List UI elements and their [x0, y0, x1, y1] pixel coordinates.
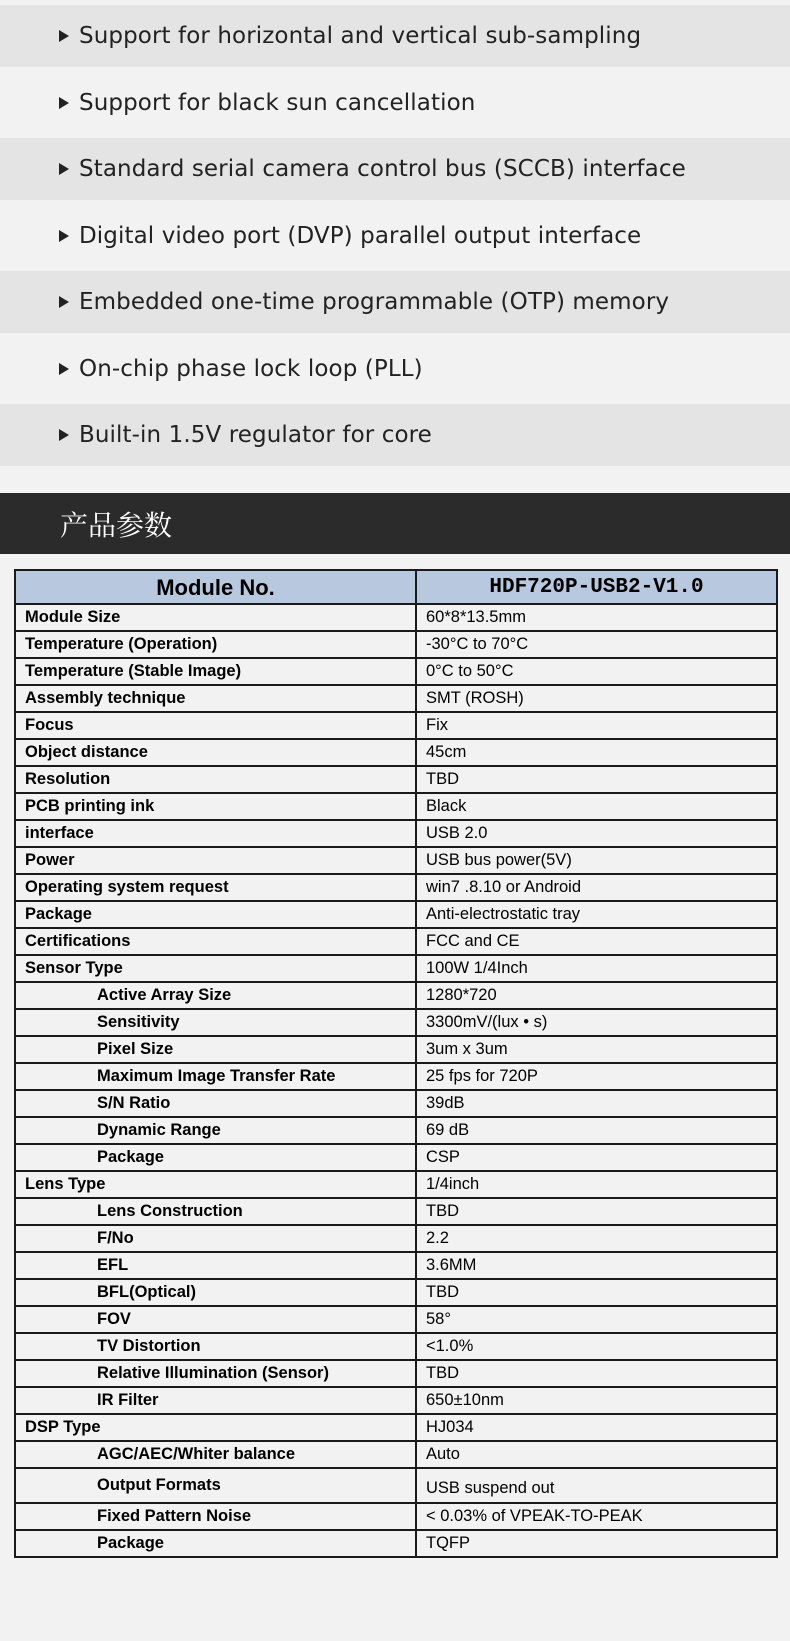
feature-item — [0, 338, 790, 400]
spec-key: Lens Construction — [15, 1198, 416, 1225]
table-row — [15, 631, 777, 658]
spec-value: -30°C to 70°C — [416, 631, 777, 658]
spec-key: Temperature (Stable Image) — [15, 658, 416, 685]
spec-key: Operating system request — [15, 874, 416, 901]
feature-item — [0, 5, 790, 67]
table-row — [15, 1171, 777, 1198]
feature-text: Support for horizontal and vertical sub-sampling — [79, 23, 642, 49]
spec-value: 100W 1/4Inch — [416, 955, 777, 982]
table-row — [15, 1090, 777, 1117]
table-row — [15, 928, 777, 955]
table-row — [15, 1414, 777, 1441]
table-row — [15, 712, 777, 739]
spec-key: Module Size — [15, 604, 416, 631]
spec-key: Sensitivity — [15, 1009, 416, 1036]
spec-value: Black — [416, 793, 777, 820]
section-header — [0, 493, 790, 554]
spec-value: HJ034 — [416, 1414, 777, 1441]
feature-text: Support for black sun cancellation — [79, 89, 476, 116]
table-row — [15, 793, 777, 820]
spec-value: < 0.03% of VPEAK-TO-PEAK — [416, 1503, 777, 1530]
spec-value: 2.2 — [416, 1225, 777, 1252]
spec-value: 650±10nm — [416, 1387, 777, 1414]
section-title: 产品参数 — [60, 508, 173, 542]
spec-key: Certifications — [15, 928, 416, 955]
table-row — [15, 1279, 777, 1306]
spec-value: TBD — [416, 766, 777, 793]
spec-key: Fixed Pattern Noise — [15, 1503, 416, 1530]
spec-value: USB suspend out — [416, 1468, 777, 1503]
spec-key: Lens Type — [15, 1171, 416, 1198]
table-row — [15, 955, 777, 982]
table-row — [15, 1063, 777, 1090]
table-row — [15, 874, 777, 901]
spec-key: Package — [15, 901, 416, 928]
spec-value: 1280*720 — [416, 982, 777, 1009]
table-row — [15, 685, 777, 712]
spec-value: Anti-electrostatic tray — [416, 901, 777, 928]
table-row — [15, 1198, 777, 1225]
feature-text: On-chip phase lock loop (PLL) — [79, 355, 423, 382]
feature-text: Built-in 1.5V regulator for core — [79, 422, 432, 448]
table-row — [15, 1225, 777, 1252]
table-row — [15, 1036, 777, 1063]
table-row — [15, 1306, 777, 1333]
spec-key: Sensor Type — [15, 955, 416, 982]
spec-key: Output Formats — [15, 1468, 416, 1503]
table-row — [15, 1503, 777, 1530]
spec-key: Resolution — [15, 766, 416, 793]
spec-key: Active Array Size — [15, 982, 416, 1009]
spec-value: USB bus power(5V) — [416, 847, 777, 874]
spec-key: interface — [15, 820, 416, 847]
spec-value: 69 dB — [416, 1117, 777, 1144]
spec-key: Maximum Image Transfer Rate — [15, 1063, 416, 1090]
spec-key: Object distance — [15, 739, 416, 766]
spec-value: <1.0% — [416, 1333, 777, 1360]
table-row — [15, 847, 777, 874]
table-row — [15, 604, 777, 631]
table-row — [15, 1252, 777, 1279]
spec-value: 1/4inch — [416, 1171, 777, 1198]
table-row — [15, 1468, 777, 1503]
spec-key: EFL — [15, 1252, 416, 1279]
bullet-triangle-icon — [59, 163, 69, 175]
spec-key: PCB printing ink — [15, 793, 416, 820]
spec-key: FOV — [15, 1306, 416, 1333]
feature-text: Standard serial camera control bus (SCCB) interface — [79, 156, 686, 182]
feature-item — [0, 404, 790, 466]
spec-value: USB 2.0 — [416, 820, 777, 847]
spec-value: FCC and CE — [416, 928, 777, 955]
table-row — [15, 901, 777, 928]
table-row — [15, 1530, 777, 1557]
table-row — [15, 1360, 777, 1387]
spec-value: TBD — [416, 1198, 777, 1225]
feature-item — [0, 271, 790, 333]
spec-key: Package — [15, 1144, 416, 1171]
table-row — [15, 766, 777, 793]
spec-key: IR Filter — [15, 1387, 416, 1414]
bullet-triangle-icon — [59, 97, 69, 109]
spec-value: 25 fps for 720P — [416, 1063, 777, 1090]
bullet-triangle-icon — [59, 429, 69, 441]
spec-key: TV Distortion — [15, 1333, 416, 1360]
table-row — [15, 1441, 777, 1468]
spec-key: Power — [15, 847, 416, 874]
table-row — [15, 1387, 777, 1414]
spec-value: 60*8*13.5mm — [416, 604, 777, 631]
table-row — [15, 658, 777, 685]
spec-value: 45cm — [416, 739, 777, 766]
spec-value: Fix — [416, 712, 777, 739]
feature-item — [0, 72, 790, 134]
table-row — [15, 1144, 777, 1171]
spec-value: TQFP — [416, 1530, 777, 1557]
spec-table — [14, 569, 778, 1558]
spec-value: TBD — [416, 1360, 777, 1387]
bullet-triangle-icon — [59, 296, 69, 308]
spec-value: 39dB — [416, 1090, 777, 1117]
table-row — [15, 982, 777, 1009]
spec-value: CSP — [416, 1144, 777, 1171]
table-row — [15, 820, 777, 847]
spec-value: 3300mV/(lux • s) — [416, 1009, 777, 1036]
bullet-triangle-icon — [59, 230, 69, 242]
bullet-triangle-icon — [59, 363, 69, 375]
spec-value: SMT (ROSH) — [416, 685, 777, 712]
spec-key: Relative Illumination (Sensor) — [15, 1360, 416, 1387]
spec-key: AGC/AEC/Whiter balance — [15, 1441, 416, 1468]
spec-value: TBD — [416, 1279, 777, 1306]
spec-value: 58° — [416, 1306, 777, 1333]
spec-key: Package — [15, 1530, 416, 1557]
spec-key: Temperature (Operation) — [15, 631, 416, 658]
header-key: Module No. — [15, 570, 416, 604]
feature-text: Digital video port (DVP) parallel output interface — [79, 222, 642, 249]
spec-value: 3.6MM — [416, 1252, 777, 1279]
spec-key: Focus — [15, 712, 416, 739]
spec-value: 3um x 3um — [416, 1036, 777, 1063]
spec-value: 0°C to 50°C — [416, 658, 777, 685]
bullet-triangle-icon — [59, 30, 69, 42]
spec-key: Assembly technique — [15, 685, 416, 712]
spec-value: Auto — [416, 1441, 777, 1468]
spec-key: DSP Type — [15, 1414, 416, 1441]
table-row — [15, 1117, 777, 1144]
feature-text: Embedded one-time programmable (OTP) memory — [79, 289, 670, 315]
spec-key: F/No — [15, 1225, 416, 1252]
header-value: HDF720P-USB2-V1.0 — [416, 570, 777, 604]
table-header-row — [15, 570, 777, 604]
spec-key: S/N Ratio — [15, 1090, 416, 1117]
spec-key: Dynamic Range — [15, 1117, 416, 1144]
table-row — [15, 1333, 777, 1360]
table-row — [15, 1009, 777, 1036]
spec-key: Pixel Size — [15, 1036, 416, 1063]
spec-value: win7 .8.10 or Android — [416, 874, 777, 901]
feature-item — [0, 138, 790, 200]
table-row — [15, 739, 777, 766]
feature-item — [0, 205, 790, 267]
spec-key: BFL(Optical) — [15, 1279, 416, 1306]
